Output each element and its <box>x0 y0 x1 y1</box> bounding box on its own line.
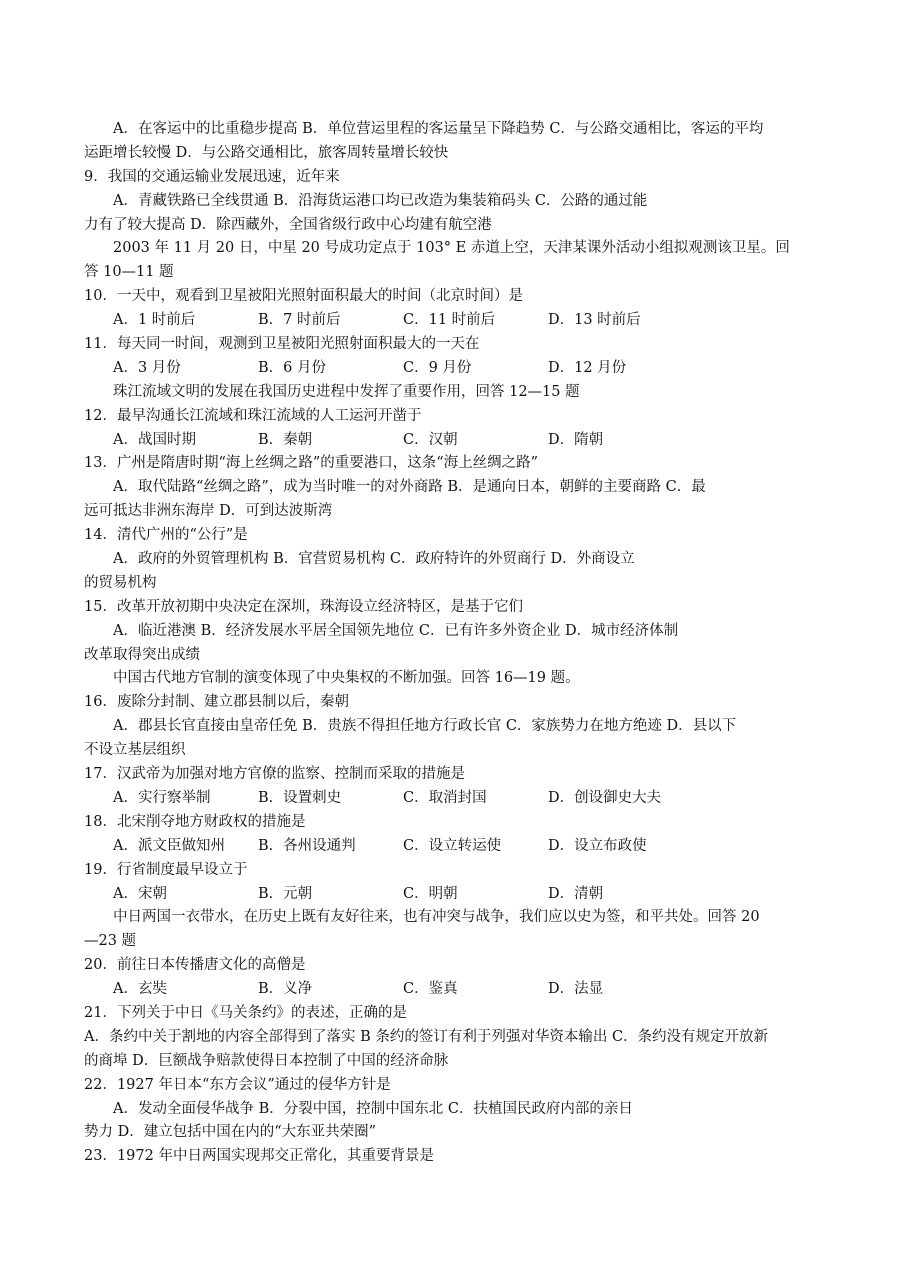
text-line: 改革取得突出成绩 <box>84 646 200 663</box>
option-text: A．宋朝 <box>113 885 167 902</box>
option-text: C．取消封国 <box>403 789 487 806</box>
option-text: D．创设御史大夫 <box>548 789 662 806</box>
option-text: C．明朝 <box>403 885 458 902</box>
text-line: 16．废除分封制、建立郡县制以后，秦朝 <box>84 694 349 711</box>
text-line: 14．清代广州的“公行”是 <box>84 527 248 544</box>
option-text: B．7 时前后 <box>258 312 341 329</box>
text-line: —23 题 <box>84 933 137 950</box>
option-text: B．设置刺史 <box>258 789 342 806</box>
text-line: 不设立基层组织 <box>84 742 186 759</box>
text-line: 的贸易机构 <box>84 574 157 591</box>
text-line: 19．行省制度最早设立于 <box>84 861 248 878</box>
text-line: 势力 D．建立包括中国在内的“大东亚共荣圈” <box>84 1124 377 1141</box>
option-text: D．隋朝 <box>548 431 604 448</box>
option-text: C．鉴真 <box>403 981 458 998</box>
text-line: 珠江流域文明的发展在我国历史进程中发挥了重要作用，回答 12—15 题 <box>113 383 580 400</box>
text-line: 17．汉武帝为加强对地方官僚的监察、控制而采取的措施是 <box>84 766 465 783</box>
text-line: 23．1972 年中日两国实现邦交正常化，其重要背景是 <box>84 1148 434 1165</box>
text-line: 2003 年 11 月 20 日，中星 20 号成功定点于 103° E 赤道上空，天津某课外活动小组拟观测该卫星。回 <box>113 240 790 257</box>
text-line: 18．北宋削夺地方财政权的措施是 <box>84 813 306 830</box>
option-text: A．派文臣做知州 <box>113 837 225 854</box>
text-line: 11．每天同一时间，观测到卫星被阳光照射面积最大的一天在 <box>84 336 480 353</box>
text-line: 中国古代地方官制的演变体现了中央集权的不断加强。回答 16—19 题。 <box>113 670 580 687</box>
option-text: B．6 月份 <box>258 359 326 376</box>
text-line: 的商埠 D．巨额战争赔款使得日本控制了中国的经济命脉 <box>84 1052 449 1069</box>
text-line: 运距增长较慢 D．与公路交通相比，旅客周转量增长较快 <box>84 144 449 161</box>
text-line: 21．下列关于中日《马关条约》的表述，正确的是 <box>84 1004 407 1021</box>
text-line: A．取代陆路“丝绸之路”，成为当时唯一的对外商路 B．是通向日本，朝鲜的主要商路 C．最 <box>113 479 706 496</box>
option-text: B．元朝 <box>258 885 313 902</box>
text-line: 20．前往日本传播唐文化的高僧是 <box>84 957 306 974</box>
text-line: 远可抵达非洲东海岸 D．可到达波斯湾 <box>84 503 333 520</box>
option-row <box>84 978 827 1002</box>
document-page <box>84 118 827 1169</box>
option-text: C．汉朝 <box>403 431 458 448</box>
option-row <box>84 883 827 907</box>
option-text: D．13 时前后 <box>548 312 641 329</box>
text-line: 12．最早沟通长江流域和珠江流域的人工运河开凿于 <box>84 407 422 424</box>
option-row <box>84 429 827 453</box>
option-text: B．秦朝 <box>258 431 313 448</box>
text-line: A．青藏铁路已全线贯通 B．沿海货运港口均已改造为集装箱码头 C．公路的通过能 <box>113 192 648 209</box>
option-row <box>84 309 827 333</box>
text-line: A．发动全面侵华战争 B．分裂中国，控制中国东北 C．扶植国民政府内部的亲日 <box>113 1100 633 1117</box>
option-text: D．12 月份 <box>548 359 627 376</box>
option-text: A．3 月份 <box>113 359 181 376</box>
option-text: C．11 时前后 <box>403 312 496 329</box>
text-line: 13．广州是隋唐时期“海上丝绸之路”的重要港口，这条“海上丝绸之路” <box>84 455 539 472</box>
text-line: A．临近港澳 B．经济发展水平居全国领先地位 C．已有许多外资企业 D．城市经济体制 <box>113 622 679 639</box>
text-line: 力有了较大提高 D．除西藏外，全国省级行政中心均建有航空港 <box>84 216 492 233</box>
option-text: D．设立布政使 <box>548 837 647 854</box>
option-text: B．各州设通判 <box>258 837 356 854</box>
text-line: A．条约中关于割地的内容全部得到了落实 B 条约的签订有利于列强对华资本输出 C．条约没有规定开放新 <box>84 1028 769 1045</box>
text-line: A．政府的外贸管理机构 B．官营贸易机构 C．政府特许的外贸商行 D．外商设立 <box>113 551 635 568</box>
text-line: 10．一天中，观看到卫星被阳光照射面积最大的时间（北京时间）是 <box>84 288 523 305</box>
option-row <box>84 357 827 381</box>
option-text: A．实行察举制 <box>113 789 211 806</box>
option-text: D．法显 <box>548 981 604 998</box>
text-line: 15．改革开放初期中央决定在深圳，珠海设立经济特区，是基于它们 <box>84 598 523 615</box>
option-text: C．设立转运使 <box>403 837 502 854</box>
text-line: 9．我国的交通运输业发展迅速，近年来 <box>84 168 340 185</box>
option-row <box>84 787 827 811</box>
text-line: 答 10—11 题 <box>84 264 174 281</box>
text-line: A．在客运中的比重稳步提高 B．单位营运里程的客运量呈下降趋势 C．与公路交通相比，客运的平均 <box>113 121 764 137</box>
option-row <box>84 835 827 859</box>
option-text: D．清朝 <box>548 885 604 902</box>
option-text: A．玄奘 <box>113 981 167 998</box>
option-text: C．9 月份 <box>403 359 472 376</box>
option-text: B．义净 <box>258 981 313 998</box>
text-line: 中日两国一衣带水，在历史上既有友好往来，也有冲突与战争，我们应以史为签，和平共处。回答 20 <box>113 909 760 926</box>
text-line: A．郡县长官直接由皇帝任免 B．贵族不得担任地方行政长官 C．家族势力在地方绝迹 D．县以下 <box>113 718 737 735</box>
text-line: 22．1927 年日本“东方会议”通过的侵华方针是 <box>84 1076 391 1093</box>
option-text: A．1 时前后 <box>113 312 196 329</box>
option-text: A．战国时期 <box>113 431 196 448</box>
